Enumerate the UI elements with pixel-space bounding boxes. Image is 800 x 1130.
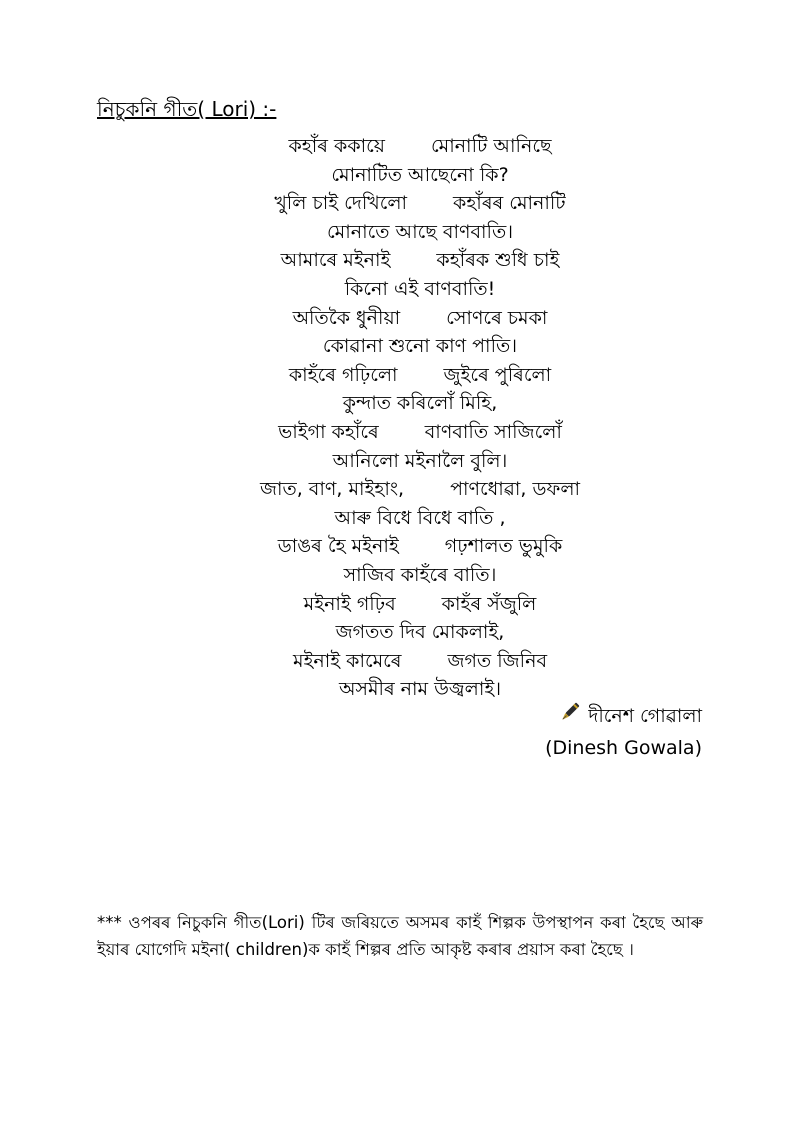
poem-line	[150, 389, 690, 418]
pen-icon	[558, 700, 582, 733]
poem-line-segment: ডাঙৰ হৈ মইনাই	[277, 535, 399, 558]
poem-line	[150, 275, 690, 304]
signature-assamese-row	[545, 700, 702, 733]
poem-line	[150, 189, 690, 218]
poem-line-segment: বাণবাতি সাজিলোঁ	[424, 420, 562, 443]
poem-line-segment: সোণৰে চমকা	[446, 306, 548, 329]
poem-line-segment: মইনাই গঢ়িব	[303, 592, 396, 615]
poem-line-segment: মোনাটিত আছেনো কি?	[331, 163, 509, 186]
poem-line-segment: পাণধোৱা, ডফলা	[450, 478, 581, 501]
poem-line-segment: কহাঁৰক শুধি চাই	[436, 249, 560, 272]
poem-line-segment: অতিকৈ ধুনীয়া	[292, 306, 401, 329]
poem-line-segment: জগত জিনিব	[447, 649, 548, 672]
poem-line	[150, 132, 690, 161]
footnote: *** ওপৰৰ নিচুকনি গীত(Lori) টিৰ জৰিয়তে অসমৰ কাহঁ শিল্পক উপস্থাপন কৰা হৈছে আৰু ইয়াৰ যোগেদি মইনা( children)ক কাহঁ শিল্পৰ প্ৰতি আকৃষ্ট কৰাৰ প্ৰয়াস কৰা হৈছে ।	[97, 913, 703, 959]
poem-line-segment: কুন্দাত কৰিলোঁ মিহি,	[342, 392, 498, 415]
author-name-assamese: দীনেশ গোৱালা	[588, 705, 702, 727]
poem-line	[150, 418, 690, 447]
poem-line-segment: কিনো এই বাণবাতি!	[344, 277, 496, 300]
poem-line-segment: মোনাটি আনিছে	[430, 135, 552, 157]
poem-line-segment: অসমীৰ নাম উজ্বলাই।	[338, 678, 502, 701]
poem-line-segment: আৰু বিধে বিধে বাতি ,	[334, 506, 506, 529]
poem-line-segment: আমাৰে মইনাই	[280, 249, 391, 272]
poem-line-segment: ভাইগা কহাঁৰে	[278, 420, 379, 443]
poem-line	[150, 504, 690, 533]
poem-line-segment: খুলি চাই দেখিলো	[274, 192, 408, 215]
poem-line-segment: সাজিব কাহঁৰে বাতি।	[343, 563, 497, 586]
poem-line-segment: কাহঁৰ সঁজুলি	[441, 592, 537, 615]
poem-line-segment: কোৱানা শুনো কাণ পাতি।	[322, 335, 518, 358]
author-signature	[545, 700, 702, 763]
poem-line	[150, 218, 690, 247]
poem-body	[150, 132, 690, 704]
poem-line-segment: জগতত দিব মোকলাই,	[335, 621, 505, 644]
poem-line	[150, 161, 690, 190]
author-name-english: (Dinesh Gowala)	[545, 737, 702, 759]
poem-line	[150, 561, 690, 590]
poem-line-segment: জুইৰে পুৰিলো	[443, 363, 552, 386]
poem-line	[150, 447, 690, 476]
poem-title: নিচুকনি গীত( Lori) :-	[97, 97, 277, 121]
poem-line-segment: মইনাই কামেৰে	[292, 649, 402, 672]
poem-line-segment: কহাঁৰ ককায়ে	[288, 135, 385, 157]
poem-line-segment: জাত, বাণ, মাইহাং,	[259, 478, 405, 501]
poem-line	[150, 332, 690, 361]
poem-line	[150, 304, 690, 333]
poem-line-segment: কহাঁৰৰ মোনাটি	[453, 192, 566, 215]
poem-line	[150, 532, 690, 561]
poem-line	[150, 475, 690, 504]
poem-line	[150, 361, 690, 390]
poem-line	[150, 647, 690, 676]
poem-line-segment: গঢ়শালত ভুমুকি	[444, 535, 563, 558]
poem-line	[150, 590, 690, 619]
poem-line	[150, 246, 690, 275]
poem-line	[150, 618, 690, 647]
poem-line-segment: আনিলো মইনালৈ বুলি।	[332, 449, 508, 472]
poem-line-segment: মোনাতে আছে বাণবাতি।	[326, 220, 514, 243]
poem-line-segment: কাহঁৰে গঢ়িলো	[288, 363, 398, 386]
